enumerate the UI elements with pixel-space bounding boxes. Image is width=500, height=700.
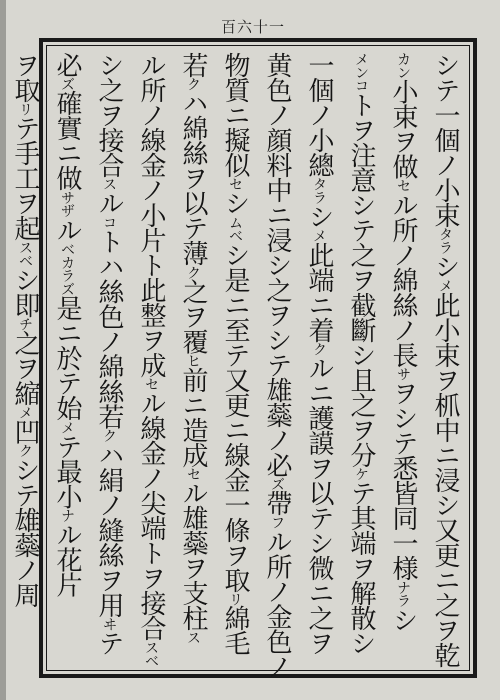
text-column: 一個ノ小總タラシメ此端ニ着クルニ護謨ヲ以テシ微ニ之ヲ [304,52,334,656]
text-column: ヲ取リテ手工ヲ起スベシ即チ之ヲ縮メ凹クシテ雄蘂ノ周 [10,52,40,607]
text-column: 物質ニ擬似セシムベシ是ニ至テ又更ニ線金一條ヲ取リ綿毛 [220,52,250,656]
text-column: シ之ヲ接合スルコトハ絲色ノ綿絲若クハ絹ノ縫絲ヲ用ヰテ [94,52,124,656]
text-column: 若クハ綿絲ヲ以テ薄ク之ヲ覆ヒ前ニ造成セル雄蘂ヲ支柱ス [178,52,208,644]
text-column: メンコトヲ注意シテ之ヲ截斷シ且之ヲ分ケテ其端ヲ解散シ [346,52,376,656]
text-column: 黄色ノ顔料中ニ浸シ之ヲシテ雄蘂ノ必ズ帶フル所ノ金色ノ [262,52,292,679]
page-number: 百六十一 [220,18,285,36]
text-column: カン小束ヲ做セル所ノ綿絲ノ長サヲシテ悉皆同一様ナラシ [388,52,418,632]
text-column: 必ズ確實ニ做サザルベカラズ是ニ於テ始メテ最小ナル花片 [52,52,82,597]
text-column: ル所ノ線金ノ小片ト此整ヲ成セル線金ノ尖端トヲ接合スベ [136,52,166,667]
vertical-text-body [10,50,466,679]
text-column: シテ一個ノ小束タラシメ此小束ヲ枛中ニ浸シ又更ニ之ヲ乾 [430,52,460,667]
